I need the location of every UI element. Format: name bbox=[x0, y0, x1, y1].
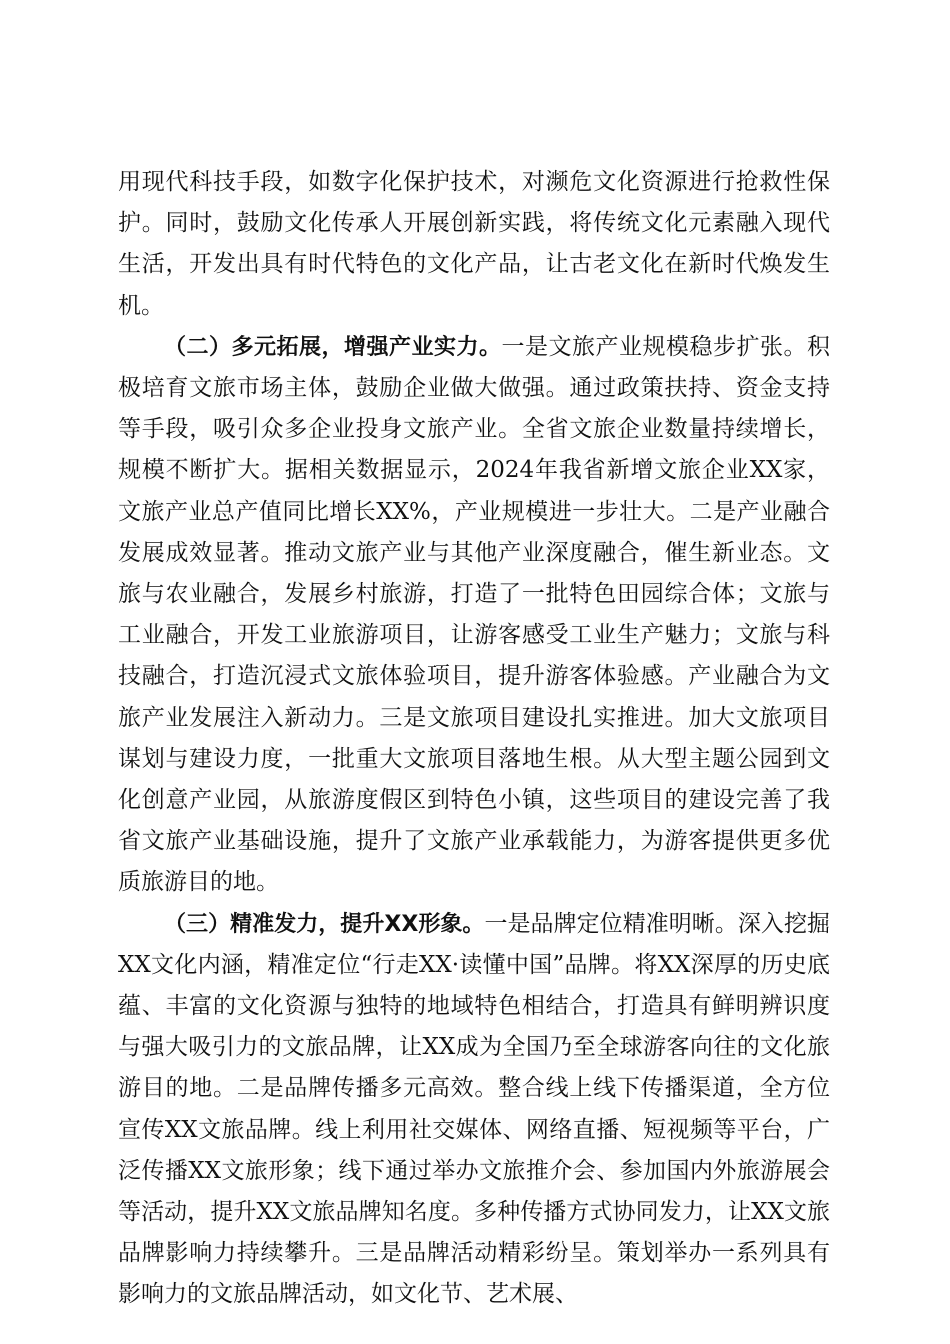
section-3-paragraph bbox=[118, 904, 830, 1316]
document-body bbox=[118, 162, 830, 1316]
section-3-heading: （三）精准发力，提升XX形象。 bbox=[164, 911, 485, 937]
section-2-paragraph bbox=[118, 327, 830, 904]
section-2-body: 一是文旅产业规模稳步扩张。积极培育文旅市场主体，鼓励企业做大做强。通过政策扶持、资金支持等手段，吸引众多企业投身文旅产业。全省文旅企业数量持续增长，规模不断扩大。据相关数据显示，2024年我省新增文旅企业XX家，文旅产业总产值同比增长XX%，产业规模进一步壮大。二是产业融合发展成效显著。推动文旅产业与其他产业深度融合，催生新业态。文旅与农业融合，发展乡村旅游，打造了一批特色田园综合体；文旅与工业融合，开发工业旅游项目，让游客感受工业生产魅力；文旅与科技融合，打造沉浸式文旅体验项目，提升游客体验感。产业融合为文旅产业发展注入新动力。三是文旅项目建设扎实推进。加大文旅项目谋划与建设力度，一批重大文旅项目落地生根。从大型主题公园到文化创意产业园，从旅游度假区到特色小镇，这些项目的建设完善了我省文旅产业基础设施，提升了文旅产业承载能力，为游客提供更多优质旅游目的地。 bbox=[118, 333, 830, 896]
paragraph-continuation: 用现代科技手段，如数字化保护技术，对濒危文化资源进行抢救性保护。同时，鼓励文化传承人开展创新实践，将传统文化元素融入现代生活，开发出具有时代特色的文化产品，让古老文化在新时代焕发生机。 bbox=[118, 169, 830, 319]
section-3-body: 一是品牌定位精准明晰。深入挖掘XX文化内涵，精准定位“行走XX·读懂中国”品牌。将XX深厚的历史底蕴、丰富的文化资源与独特的地域特色相结合，打造具有鲜明辨识度与强大吸引力的文旅品牌，让XX成为全国乃至全球游客向往的文化旅游目的地。二是品牌传播多元高效。整合线上线下传播渠道，全方位宣传XX文旅品牌。线上利用社交媒体、网络直播、短视频等平台，广泛传播XX文旅形象；线下通过举办文旅推介会、参加国内外旅游展会等活动，提升XX文旅品牌知名度。多种传播方式协同发力，让XX文旅品牌影响力持续攀升。三是品牌活动精彩纷呈。策划举办一系列具有影响力的文旅品牌活动，如文化节、艺术展、 bbox=[118, 910, 831, 1308]
section-2-heading: （二）多元拓展，增强产业实力。 bbox=[164, 334, 502, 360]
